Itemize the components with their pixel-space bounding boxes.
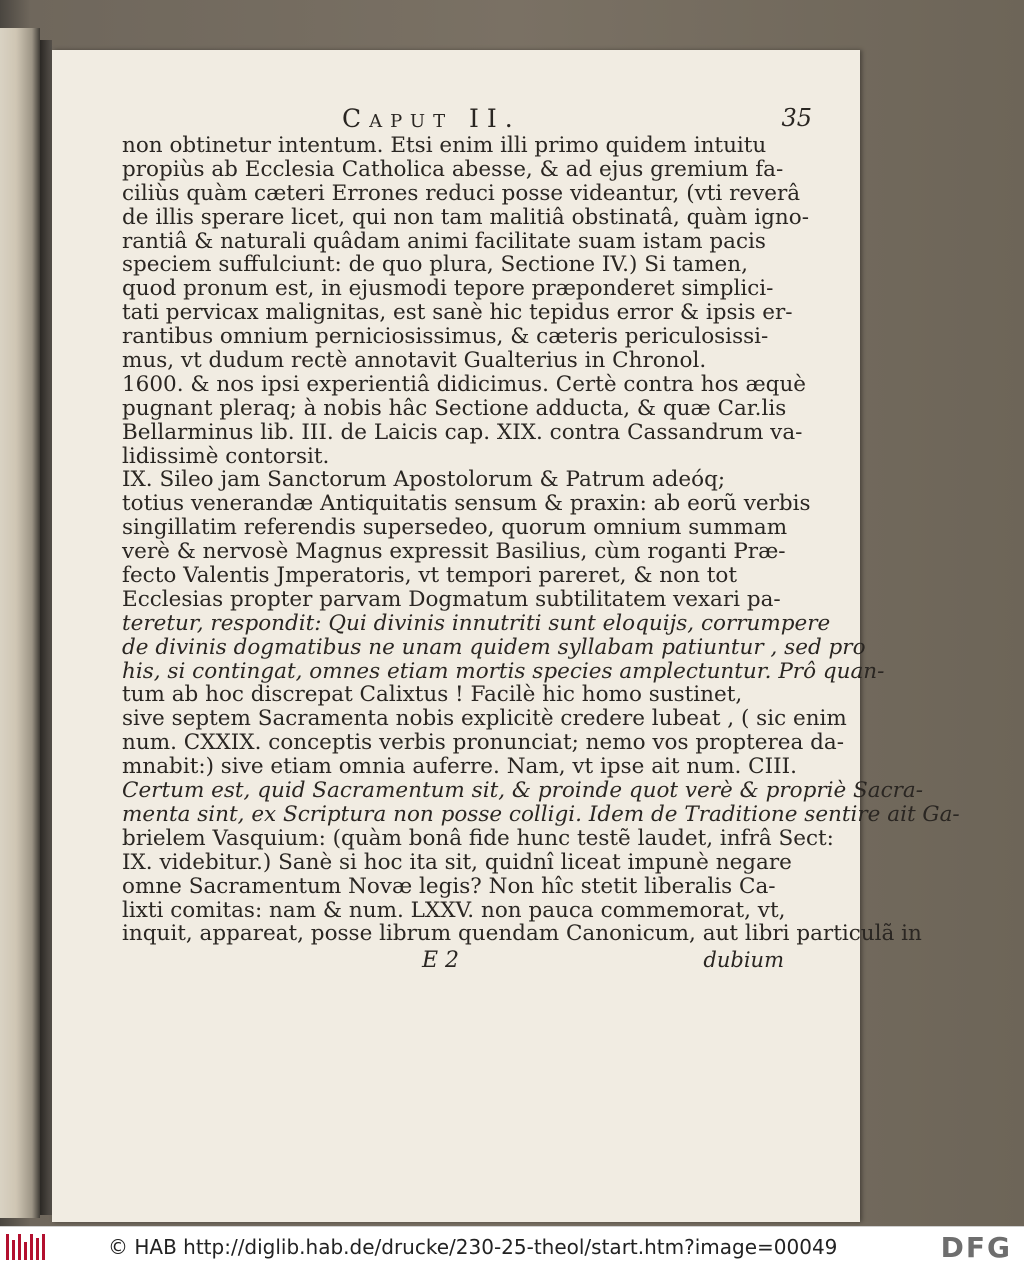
text-line: IX. Sileo jam Sanctorum Apostolorum & Patrum adeóq; bbox=[122, 467, 726, 493]
text-line: singillatim referendis supersedeo, quorum omnium summam bbox=[122, 515, 788, 541]
text-lines bbox=[122, 133, 960, 947]
text-line: rantibus omnium perniciosissimus, & cæteris periculosissi- bbox=[122, 324, 769, 350]
dfg-logo[interactable]: DFG bbox=[940, 1231, 1012, 1264]
adjacent-page-edge bbox=[0, 28, 40, 1218]
text-line: Bellarminus lib. III. de Laicis cap. XIX. contra Cassandrum va- bbox=[122, 419, 803, 445]
running-head: Caput II. bbox=[342, 104, 521, 133]
text-line: totius venerandæ Antiquitatis sensum & praxin: ab eorũ verbis bbox=[122, 491, 811, 517]
viewer-footer bbox=[0, 1226, 1024, 1266]
text-line: verè & nervosè Magnus expressit Basilius, cùm roganti Præ- bbox=[122, 539, 786, 565]
text-line: mus, vt dudum rectè annotavit Gualterius in Chronol. bbox=[122, 348, 707, 374]
text-line: menta sint, ex Scriptura non posse colligi. Idem de Traditione sentire ait Ga- bbox=[122, 801, 960, 827]
text-line: speciem suffulciunt: de quo plura, Sectione IV.) Si tamen, bbox=[122, 252, 748, 278]
text-line: tum ab hoc discrepat Calixtus ! Facilè hic homo sustinet, bbox=[122, 682, 743, 708]
book-gutter bbox=[40, 40, 52, 1215]
scanned-page bbox=[52, 50, 960, 1222]
catchword: dubium bbox=[703, 948, 784, 973]
text-line: sive septem Sacramenta nobis explicitè credere lubeat , ( sic enim bbox=[122, 706, 847, 732]
page-foot bbox=[122, 948, 812, 976]
text-line: pugnant pleraq; à nobis hâc Sectione adducta, & quæ Car.lis bbox=[122, 395, 787, 421]
text-line: 1600. & nos ipsi experientiâ didicimus. Certè contra hos æquè bbox=[122, 371, 807, 397]
hab-logo-icon[interactable] bbox=[6, 1234, 46, 1260]
text-line: mnabit:) sive etiam omnia auferre. Nam, vt ipse ait num. CIII. bbox=[122, 754, 797, 780]
text-line: Certum est, quid Sacramentum sit, & proinde quot verè & propriè Sacra- bbox=[122, 778, 923, 804]
text-line: his, si contingat, omnes etiam mortis species amplectuntur. Prô quan- bbox=[122, 658, 885, 684]
text-line: num. CXXIX. conceptis verbis pronunciat; nemo vos propterea da- bbox=[122, 730, 844, 756]
text-line: Ecclesias propter parvam Dogmatum subtilitatem vexari pa- bbox=[122, 586, 781, 612]
text-line: de divinis dogmatibus ne unam quidem syllabam patiuntur , sed pro bbox=[122, 634, 866, 660]
text-line: ciliùs quàm cæteri Errones reduci posse videantur, (vti reverâ bbox=[122, 180, 801, 206]
text-line: propiùs ab Ecclesia Catholica abesse, & ad ejus gremium fa- bbox=[122, 156, 784, 182]
text-line: IX. videbitur.) Sanè si hoc ita sit, quidnî liceat impunè negare bbox=[122, 849, 792, 875]
text-line: teretur, respondit: Qui divinis innutriti sunt eloquijs, corrumpere bbox=[122, 610, 831, 636]
text-line: lidissimè contorsit. bbox=[122, 443, 330, 469]
text-line: non obtinetur intentum. Etsi enim illi primo quidem intuitu bbox=[122, 133, 767, 158]
text-line: brielem Vasquium: (quàm bonâ fide hunc testẽ laudet, infrâ Sect: bbox=[122, 825, 834, 851]
text-line: lixti comitas: nam & num. LXXV. non pauca commemorat, vt, bbox=[122, 897, 786, 923]
text-line: omne Sacramentum Novæ legis? Non hîc stetit liberalis Ca- bbox=[122, 873, 776, 899]
text-line: de illis sperare licet, qui non tam malitiâ obstinatâ, quàm igno- bbox=[122, 204, 809, 230]
page-text bbox=[122, 104, 960, 976]
text-line: quod pronum est, in ejusmodi tepore præponderet simplici- bbox=[122, 276, 774, 302]
copyright-link[interactable]: © HAB http://diglib.hab.de/drucke/230-25-theol/start.htm?image=00049 bbox=[108, 1235, 838, 1259]
text-line: fecto Valentis Jmperatoris, vt tempori pareret, & non tot bbox=[122, 563, 737, 589]
text-line: tati pervicax malignitas, est sanè hic tepidus error & ipsis er- bbox=[122, 300, 793, 326]
signature-mark: E 2 bbox=[422, 948, 460, 974]
text-line: rantiâ & naturali quâdam animi facilitate suam istam pacis bbox=[122, 228, 766, 254]
text-line: inquit, appareat, posse librum quendam Canonicum, aut libri particulã in bbox=[122, 921, 922, 947]
page-header bbox=[122, 104, 812, 134]
page-number: 35 bbox=[781, 104, 812, 132]
